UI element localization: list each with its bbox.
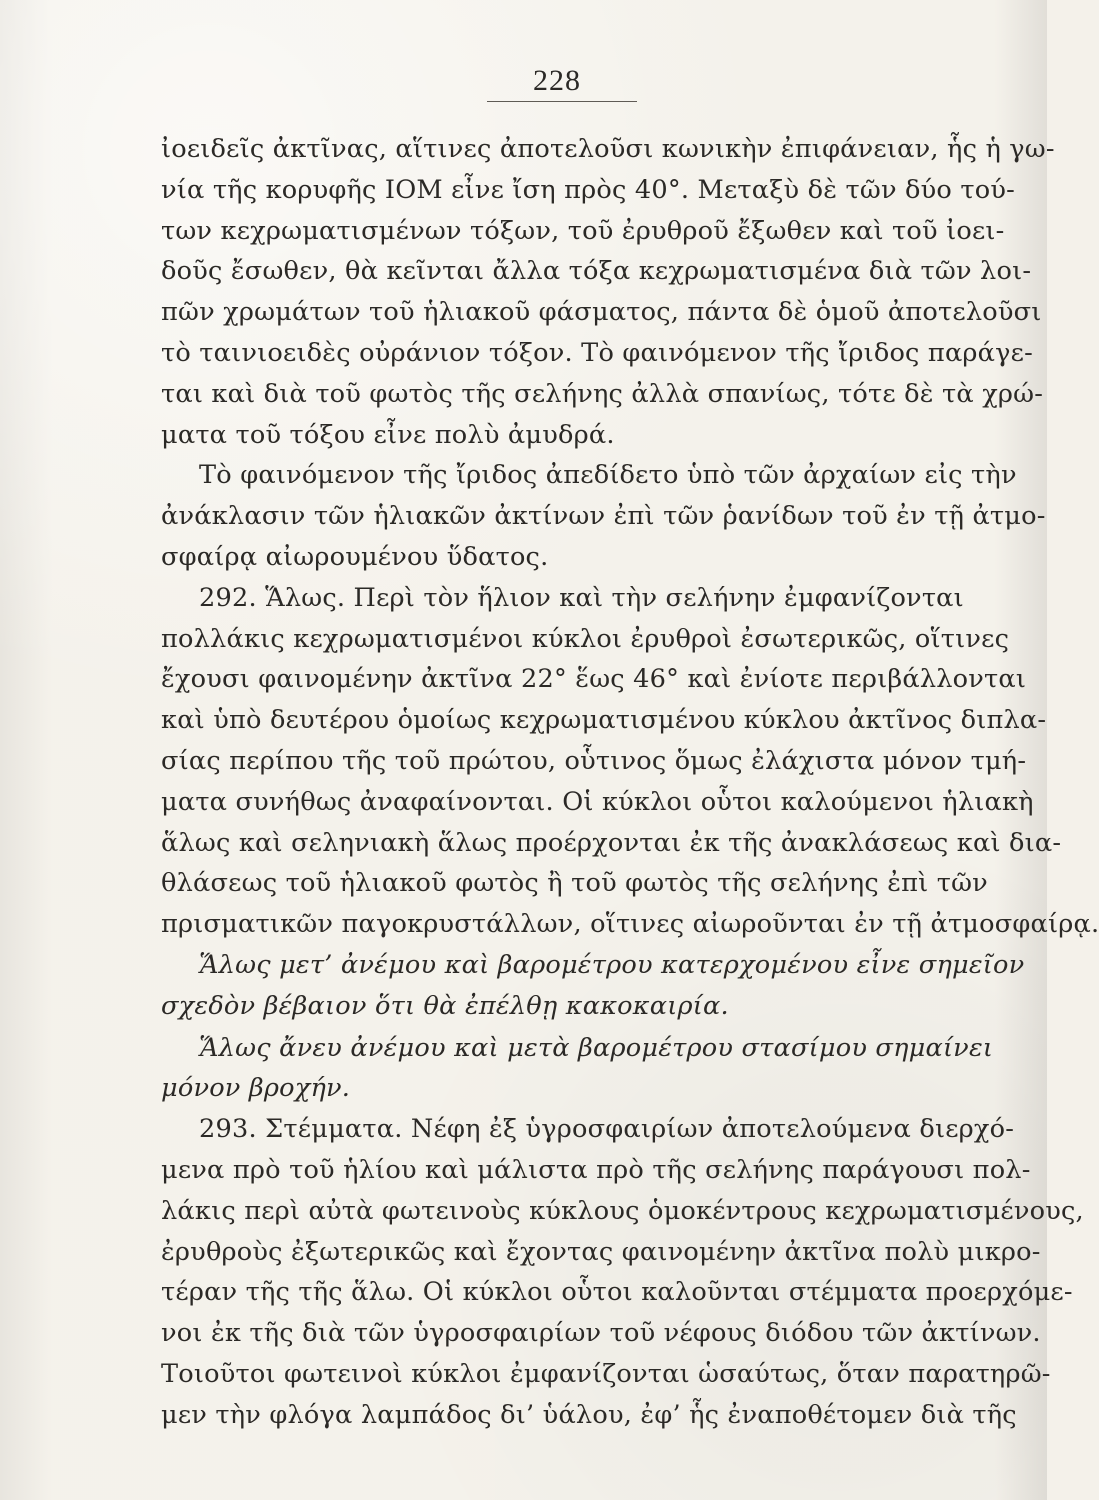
- text-line-7: ται καὶ διὰ τοῦ φωτὸς τῆς σελήνης ἀλλὰ σπανίως, τότε δὲ τὰ χρώ-: [161, 378, 1044, 409]
- text-line-30: νοι ἐκ τῆς διὰ τῶν ὑγροσφαιρίων τοῦ νέφους διόδου τῶν ἀκτίνων.: [161, 1318, 1041, 1349]
- text-line-4: δοῦς ἔσωθεν, θὰ κεῖνται ἄλλα τόξα κεχρωματισμένα διὰ τῶν λοι-: [161, 256, 1032, 287]
- main-text: [161, 129, 1099, 1436]
- text-line-5: πῶν χρωμάτων τοῦ ἡλιακοῦ φάσματος, πάντα δὲ ὁμοῦ ἀποτελοῦσι: [161, 297, 1042, 328]
- text-line-26: μενα πρὸ τοῦ ἡλίου καὶ μάλιστα πρὸ τῆς σελήνης παράγουσι πολ-: [161, 1154, 1031, 1185]
- section-293-line: 293. Στέμματα. Νέφη ἐξ ὑγροσφαιρίων ἀποτελούμενα διερχό-: [199, 1114, 1015, 1145]
- text-line-11: σφαίρᾳ αἰωρουμένου ὕδατος.: [161, 541, 549, 572]
- text-line-18: ἅλως καὶ σεληνιακὴ ἅλως προέρχονται ἐκ τῆς ἀνακλάσεως καὶ δια-: [161, 827, 1062, 858]
- italic-note-line-2: σχεδὸν βέβαιον ὅτι θὰ ἐπέλθῃ κακοκαιρία.: [161, 990, 729, 1021]
- text-line-32: μεν τὴν φλόγα λαμπάδος δι’ ὑάλου, ἐφ’ ἧς ἐναποθέτομεν διὰ τῆς: [161, 1399, 1017, 1430]
- text-line-31: Τοιοῦτοι φωτεινοὶ κύκλοι ἐμφανίζονται ὡσαύτως, ὅταν παρατηρῶ-: [161, 1358, 1051, 1389]
- italic-note-line-3: Ἅλως ἄνευ ἀνέμου καὶ μετὰ βαρομέτρου στασίμου σημαίνει: [199, 1032, 994, 1063]
- text-line-10: ἀνάκλασιν τῶν ἡλιακῶν ἀκτίνων ἐπὶ τῶν ῥανίδων τοῦ ἐν τῇ ἀτμο-: [161, 501, 1046, 532]
- page-number-rule: [487, 101, 637, 102]
- text-line-29: τέραν τῆς τῆς ἅλω. Οἱ κύκλοι οὗτοι καλοῦνται στέμματα προερχόμε-: [161, 1277, 1073, 1308]
- text-line-15: καὶ ὑπὸ δευτέρου ὁμοίως κεχρωματισμένου κύκλου ἀκτῖνος διπλα-: [161, 705, 1047, 736]
- text-line-20: πρισματικῶν παγοκρυστάλλων, οἵτινες αἰωροῦνται ἐν τῇ ἀτμοσφαίρᾳ.: [161, 909, 1099, 940]
- text-line-17: ματα συνήθως ἀναφαίνονται. Οἱ κύκλοι οὗτοι καλούμενοι ἡλιακὴ: [161, 786, 1034, 817]
- text-line-3: των κεχρωματισμένων τόξων, τοῦ ἐρυθροῦ ἔξωθεν καὶ τοῦ ἰοει-: [161, 215, 1005, 246]
- text-line-9: Τὸ φαινόμενον τῆς ἴριδος ἀπεδίδετο ὑπὸ τῶν ἀρχαίων εἰς τὴν: [199, 460, 1017, 491]
- text-line-13: πολλάκις κεχρωματισμένοι κύκλοι ἐρυθροὶ ἐσωτερικῶς, οἵτινες: [161, 623, 1010, 654]
- text-line-1: ἰοειδεῖς ἀκτῖνας, αἵτινες ἀποτελοῦσι κωνικὴν ἐπιφάνειαν, ἧς ἡ γω-: [161, 134, 1055, 164]
- text-line-19: θλάσεως τοῦ ἡλιακοῦ φωτὸς ἢ τοῦ φωτὸς τῆς σελήνης ἐπὶ τῶν: [161, 868, 988, 899]
- text-line-2: νία τῆς κορυφῆς ΙΟΜ εἶνε ἴση πρὸς 40°. Μεταξὺ δὲ τῶν δύο τού-: [161, 174, 1015, 205]
- italic-note-line-4: μόνον βροχήν.: [161, 1073, 351, 1104]
- text-line-27: λάκις περὶ αὐτὰ φωτεινοὺς κύκλους ὁμοκέντρους κεχρωματισμένους,: [161, 1195, 1084, 1226]
- italic-note-line-1: Ἅλως μετ’ ἀνέμου καὶ βαρομέτρου κατερχομένου εἶνε σημεῖον: [199, 949, 1025, 980]
- text-line-28: ἐρυθροὺς ἐξωτερικῶς καὶ ἔχοντας φαινομένην ἀκτῖνα πολὺ μικρο-: [161, 1236, 1041, 1267]
- text-line-14: ἔχουσι φαινομένην ἀκτῖνα 22° ἕως 46° καὶ ἐνίοτε περιβάλλονται: [161, 664, 1027, 695]
- page-number: 228: [533, 64, 581, 97]
- text-line-16: σίας περίπου τῆς τοῦ πρώτου, οὗτινος ὅμως ἐλάχιστα μόνον τμή-: [161, 745, 1027, 776]
- text-line-6: τὸ ταινιοειδὲς οὐράνιον τόξον. Τὸ φαινόμενον τῆς ἴριδος παράγε-: [161, 337, 1033, 368]
- section-292-line: 292. Ἅλως. Περὶ τὸν ἥλιον καὶ τὴν σελήνην ἐμφανίζονται: [199, 582, 964, 613]
- text-line-8: ματα τοῦ τόξου εἶνε πολὺ ἀμυδρά.: [161, 419, 615, 450]
